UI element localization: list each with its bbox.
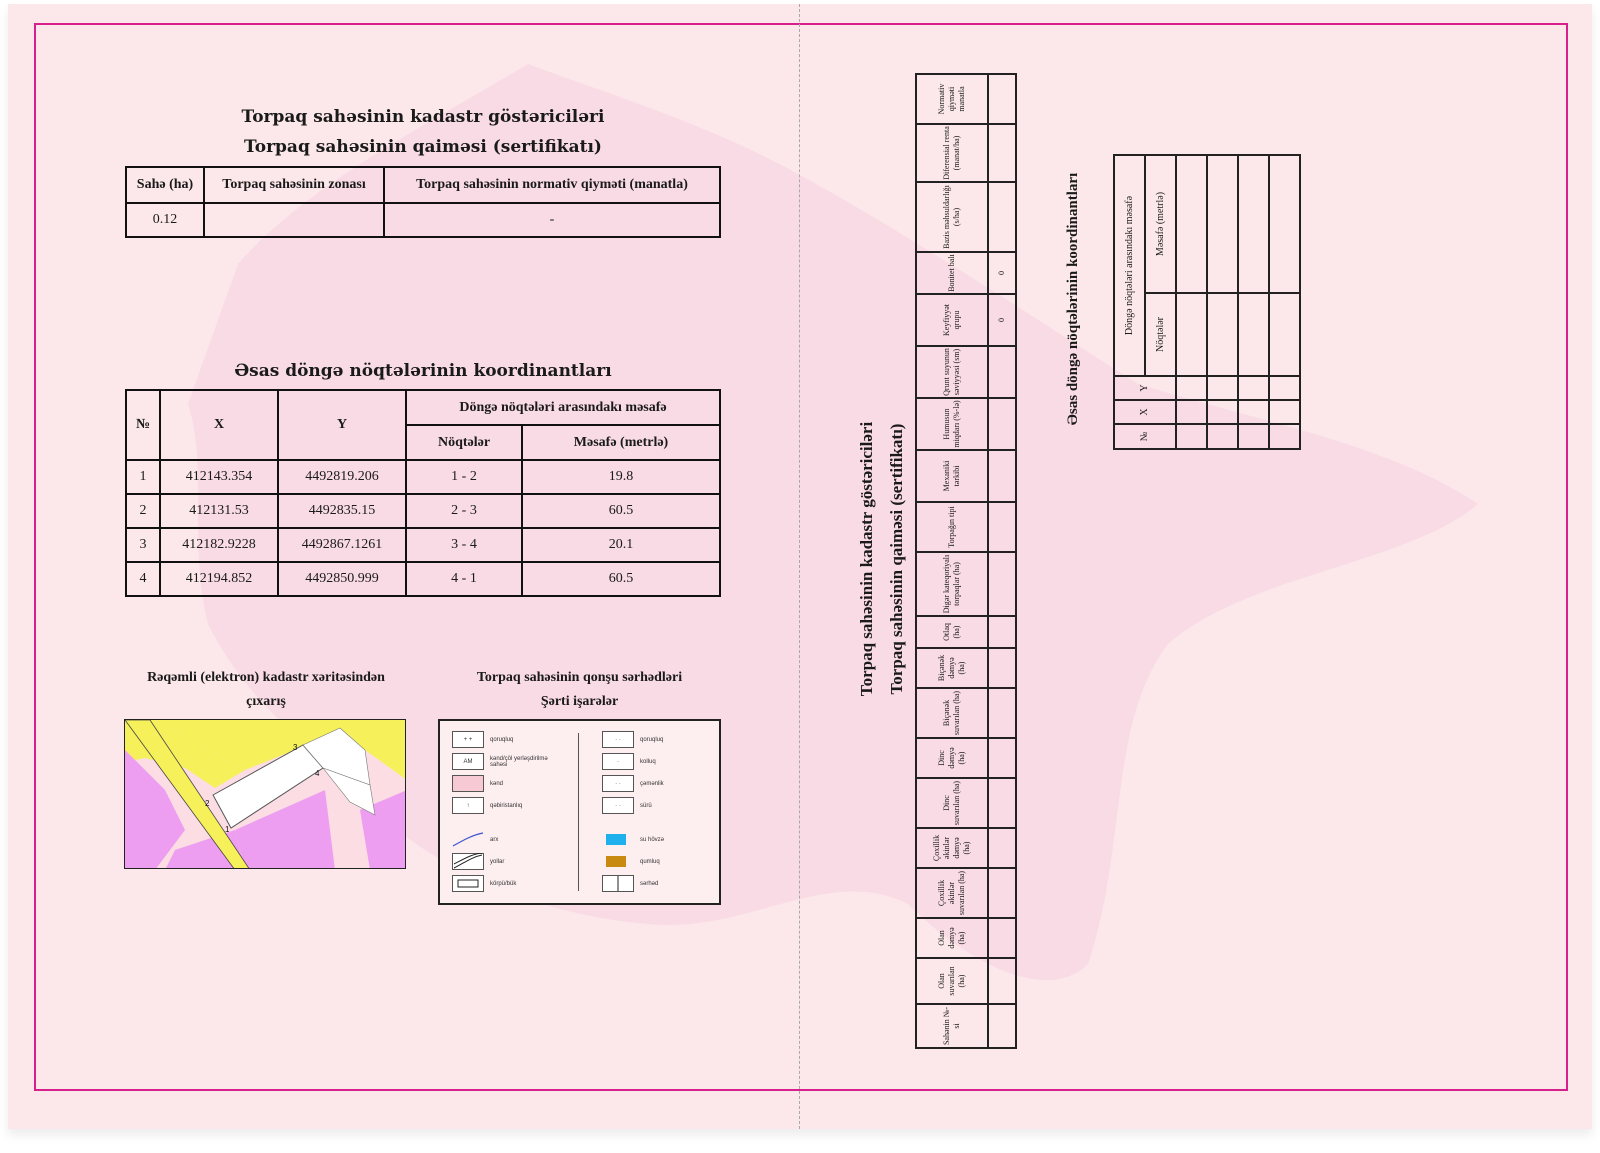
cell [1238,155,1269,293]
header-cell: Diferensial renta (manat/ha) [916,124,988,182]
header-cell: Humusun miqdarı (%-lə) [916,398,988,450]
legend-symbol: · · [602,797,634,814]
legend-label: çəmənlik [640,780,664,787]
table-row [126,460,720,494]
cell [1238,400,1269,424]
right-titles [852,394,912,724]
value-cell [988,1004,1016,1048]
cell-no: 4 [126,562,160,596]
header-cell: Otlaq (ha) [916,616,988,648]
legend-symbol: + + [452,731,484,748]
land-indicators-table [915,73,1017,1049]
legend-label: su hövzə [640,836,665,843]
cell-y: 4492867.1261 [278,528,406,562]
cell-points: 2 - 3 [406,494,522,528]
value-cell [988,616,1016,648]
header-cell: Olan dəmyə (ha) [916,918,988,958]
header-cell: Torpağın tipi [916,502,988,552]
cell-x: 412194.852 [160,562,278,596]
map-point-4: 4 [315,769,320,778]
cell-points: 3 - 4 [406,528,522,562]
header-cell: Mexaniki tərkibi [916,450,988,502]
header-points: Nöqtələr [406,425,522,460]
header-distance: Məsafə (metrlə) [522,425,720,460]
legend-item [602,831,664,848]
cell-distance: 19.8 [522,460,720,494]
legend-item [452,853,504,870]
legend-caption-2: Şərti işarələr [540,694,619,709]
legend-label: qumluq [640,858,660,865]
value-cell [988,346,1016,398]
cell [1269,376,1300,400]
cell [1176,293,1207,376]
cell-y: 4492850.999 [278,562,406,596]
map-caption-2: çıxarış [246,694,286,709]
cell [1269,293,1300,376]
header-cell: Bonitet balı [916,252,988,294]
header-cell: Qrunt suyunun səviyyəsi (sm) [916,346,988,398]
cell [1176,400,1207,424]
header-area: Sahə (ha) [126,167,204,203]
right-coords-title: Əsas döngə nöqtələrinin koordinantları [1065,172,1081,426]
value-cell [988,398,1016,450]
value-cell [988,552,1016,616]
cell-zone [204,203,384,237]
table-row [126,562,720,596]
left-title-2: Torpaq sahəsinin qaiməsi (sertifikatı) [244,137,602,157]
river-symbol-icon [452,831,484,848]
header-no: № [1114,424,1176,449]
value-cell [988,778,1016,828]
header-cell: Dinc dəmyə (ha) [916,738,988,778]
cell-x: 412131.53 [160,494,278,528]
legend-symbol: AM [452,753,484,770]
map-point-3: 3 [293,743,298,752]
cell [1207,400,1238,424]
legend-item [452,775,503,792]
value-cell [988,828,1016,868]
cell [1176,376,1207,400]
value-cell [988,502,1016,552]
sand-symbol-icon [602,853,634,870]
cell-distance: 20.1 [522,528,720,562]
value-cell [988,958,1016,1004]
header-distance-group: Döngə nöqtələri arasındakı məsafə [406,390,720,425]
value-cell [988,868,1016,918]
cell-no: 1 [126,460,160,494]
cell-no: 3 [126,528,160,562]
header-y: Y [1114,376,1176,400]
header-cell: Biçənək suvarılan (ha) [916,688,988,738]
cell-area: 0.12 [126,203,204,237]
cell [1207,376,1238,400]
table-row [126,494,720,528]
legend-label: arx [490,836,499,843]
cell [1207,293,1238,376]
header-y: Y [278,390,406,460]
header-cell: Digər kateqoriyalı torpaqlar (ha) [916,552,988,616]
boundary-symbol-icon [602,875,634,892]
cell-no: 2 [126,494,160,528]
legend-symbol: · [602,753,634,770]
value-cell [988,738,1016,778]
header-cell: Biçənək dəmyə (ha) [916,648,988,688]
header-x: X [1114,400,1176,424]
header-cell: Çoxillik əkinlər suvarılan (ha) [916,868,988,918]
cell-distance: 60.5 [522,562,720,596]
coords-title: Əsas döngə nöqtələrinin koordinantları [234,361,612,381]
map-point-2: 2 [205,799,210,808]
cadastral-map-excerpt [124,719,406,869]
cell [1238,293,1269,376]
legend-item [602,753,656,770]
legend-item [452,753,550,770]
value-cell [988,918,1016,958]
legend-caption-1: Torpaq sahəsinin qonşu sərhədləri [476,670,683,685]
table-row [1269,155,1300,449]
map-point-1: 1 [225,825,230,834]
cell-points: 4 - 1 [406,562,522,596]
legend-item [602,797,652,814]
water-symbol-icon [602,831,634,848]
header-cell: Keyfiyyət qrupu [916,294,988,346]
cell [1207,155,1238,293]
legend-label: kənd [490,780,504,787]
right-title-2: Torpaq sahəsinin qaiməsi (sertifikatı) [887,423,906,695]
cell [1207,424,1238,449]
header-distance-group: Döngə nöqtələri arasındakı məsafə [1114,155,1145,376]
header-distance: Məsafə (metrlə) [1145,155,1176,293]
header-price: Torpaq sahəsinin normativ qiyməti (manatla) [384,167,720,203]
map-drawing [125,720,406,869]
header-zone: Torpaq sahəsinin zonası [204,167,384,203]
cell [1269,400,1300,424]
legend-label: körpü/bük [490,880,517,887]
header-cell: Çoxillik əkinlər dəmyə (ha) [916,828,988,868]
cell [1176,155,1207,293]
legend-label: qəbiristanlıq [490,802,523,809]
legend-item [602,731,663,748]
header-cell: Dinc suvarılan (ha) [916,778,988,828]
value-cell [988,688,1016,738]
legend-item [452,797,522,814]
legend-item [452,875,516,892]
legend-label: sürü [640,802,652,809]
legend-item [602,875,658,892]
value-cell: 0 [988,252,1016,294]
legend-item [452,831,498,848]
legend-symbol: · · [602,731,634,748]
summary-table [125,166,721,238]
road-symbol-icon [452,853,484,870]
legend-item [602,853,660,870]
cell-distance: 60.5 [522,494,720,528]
value-cell [988,182,1016,252]
value-cell [988,450,1016,502]
cell [1238,424,1269,449]
legend-box [438,719,721,905]
header-x: X [160,390,278,460]
value-cell: 0 [988,294,1016,346]
header-cell: Sahənin №-si [916,1004,988,1048]
cell [1238,376,1269,400]
cell [1269,155,1300,293]
header-points: Nöqtələr [1145,293,1176,376]
legend-symbol [452,775,484,792]
legend-label: kənd/çöl yerləşdirilmə sahəsi [490,755,548,768]
legend-label: sərhəd [640,880,659,887]
header-no: № [126,390,160,460]
header-cell: Olan suvarılan (ha) [916,958,988,1004]
right-title-1: Torpaq sahəsinin kadastr göstəriciləri [857,421,876,697]
table-row [1176,155,1207,449]
right-coords-table [1113,154,1301,450]
bridge-symbol-icon [452,875,484,892]
value-cell [988,74,1016,124]
value-cell [988,124,1016,182]
table-row [1207,155,1238,449]
cell [1269,424,1300,449]
cell [1176,424,1207,449]
right-coords-title-wrap [1060,144,1086,454]
cell-y: 4492835.15 [278,494,406,528]
cell-points: 1 - 2 [406,460,522,494]
fold-line [799,4,800,1129]
header-cell: Bazis məhsuldarlığı (s/ha) [916,182,988,252]
legend-item [452,731,513,748]
legend-label: qoruqluq [490,736,514,743]
header-cell: Normativ qiyməti manatla [916,74,988,124]
cell-y: 4492819.206 [278,460,406,494]
legend-label: yollar [490,858,505,865]
table-row [126,528,720,562]
left-title-1: Torpaq sahəsinin kadastr göstəriciləri [241,107,605,127]
document-page [8,4,1592,1129]
cell-x: 412182.9228 [160,528,278,562]
map-caption-1: Rəqəmli (elektron) kadastr xəritəsindən [147,670,385,685]
legend-symbol: ↑ [452,797,484,814]
legend-label: qoruqluq [640,736,664,743]
cell-x: 412143.354 [160,460,278,494]
table-row [1238,155,1269,449]
legend-label: kolluq [640,758,656,765]
legend-divider [578,733,579,891]
coordinates-table [125,389,721,597]
value-cell [988,648,1016,688]
legend-item [602,775,664,792]
legend-symbol: · · [602,775,634,792]
cell-price: - [384,203,720,237]
